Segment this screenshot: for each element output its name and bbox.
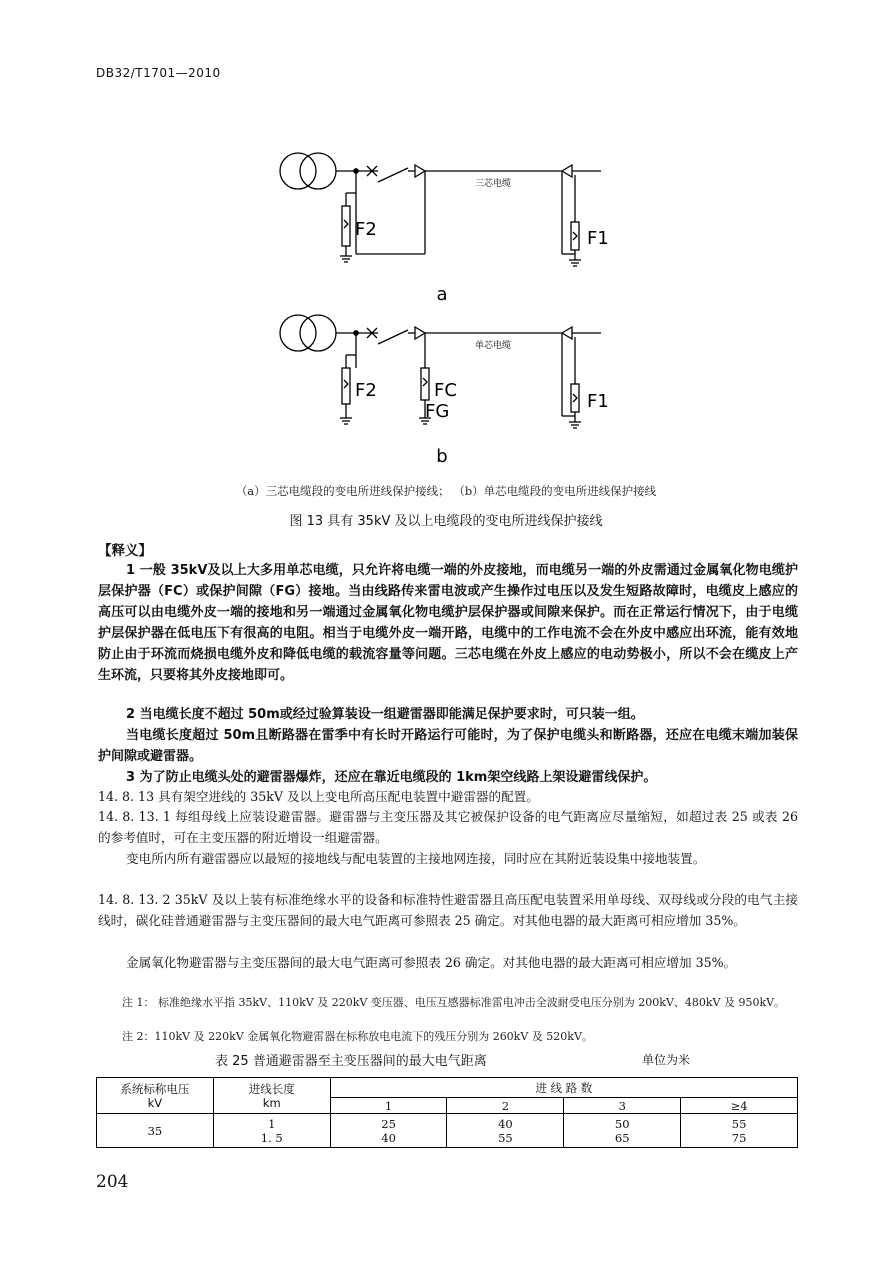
distance-value: 55 <box>498 1130 513 1145</box>
sub-label-b: b <box>436 446 448 467</box>
note-paragraph-1: 1 一般 35kV及以上大多用单芯电缆，只允许将电缆一端的外皮接地，而电缆另一端的外皮需通过金属氧化物电缆护层保护器（FC）或保护间隙（FG）接地。当由线路传来雷电波或产生操作过电压以及发生短路故障时，电缆皮上感应的高压可以由电缆外皮一端的接地和另一端通过金属氧化物电缆护层保护器或间隙来保护。而在正常运行情况下，由于电缆护层保护器在低电压下有很高的电阻。相当于电缆外皮一端开路，电缆中的工作电流不会在外皮中感应出环流，能有效地防止由于环流而烧损电缆外皮和降低电缆的载流容量等问题。三芯电缆在外皮上感应的电动势极小，所以不会在缆皮上产生环流，只要将其外皮接地即可。 <box>98 563 798 683</box>
transformer-circle-left <box>280 315 316 351</box>
label-f2-b: F2 <box>355 380 377 401</box>
page-number: 204 <box>96 1172 129 1192</box>
voltage-cell: 35 <box>97 1114 214 1148</box>
distance-cell <box>447 1114 564 1148</box>
sub-label-a: a <box>436 284 448 305</box>
distance-cell <box>681 1114 798 1148</box>
clause-14-8-13-1: 14. 8. 13. 1 每组母线上应装设避雷器。避雷器与主变压器及其它被保护设备的电气距离应尽量缩短，如超过表 25 或表 26 的参考值时，可在主变压器的附近增设一组避雷器。 <box>98 809 798 845</box>
header-routes: 进 线 路 数 <box>330 1078 797 1098</box>
note-paragraph-3: 当电缆长度超过 50m且断路器在雷季中有长时开路运行可能时，为了保护电缆头和断路器，还应在电缆末端加装保护间隙或避雷器。 <box>98 728 798 764</box>
disconnect-switch <box>378 330 408 344</box>
distance-value: 50 <box>614 1116 630 1131</box>
route-count-2: 2 <box>447 1098 564 1114</box>
length-value: 1. 5 <box>260 1130 283 1145</box>
distance-value: 65 <box>614 1130 630 1145</box>
header-length-label: 进线长度 <box>248 1081 295 1096</box>
length-cell <box>213 1114 330 1148</box>
label-f1-b: F1 <box>587 391 609 412</box>
cable-label-b: 单芯电缆 <box>474 341 512 351</box>
distance-cell <box>564 1114 681 1148</box>
clause-14-8-13: 14. 8. 13 具有架空进线的 35kV 及以上变电所高压配电装置中避雷器的配置。 <box>98 789 539 804</box>
cable-terminal-right <box>562 165 572 177</box>
note-paragraph-4: 3 为了防止电缆头处的避雷器爆炸，还应在靠近电缆段的 1km架空线路上架设避雷线保护。 <box>126 770 657 785</box>
distance-value: 25 <box>381 1116 396 1131</box>
distance-value: 40 <box>498 1116 513 1131</box>
route-count-4: ≥4 <box>681 1098 798 1114</box>
figure-subcaption: （a）三芯电缆段的变电所进线保护接线； （b）单芯电缆段的变电所进线保护接线 <box>235 484 657 498</box>
transformer-circle-right <box>300 315 336 351</box>
header-length-unit: km <box>262 1095 281 1110</box>
label-fg-b: FG <box>425 401 450 422</box>
transformer-circle-left <box>280 153 316 189</box>
clause-14-8-13-2: 14. 8. 13. 2 35kV 及以上装有标准绝缘水平的设备和标准特性避雷器且高压配电装置采用单母线、双母线或分段的电气主接线时，碳化硅普通避雷器与主变压器间的最大电气距离可参照表 25 确定。对其他电器的最大距离可相应增加 35%。 <box>98 892 798 928</box>
cable-terminal-right <box>562 327 572 339</box>
label-fc-b: FC <box>434 380 457 401</box>
header-voltage <box>97 1078 214 1114</box>
disconnect-switch <box>378 168 408 182</box>
cable-terminal-left <box>415 327 425 339</box>
distance-value: 55 <box>731 1116 747 1131</box>
figure-title: 图 13 具有 35kV 及以上电缆段的变电所进线保护接线 <box>289 514 603 529</box>
diagram-a <box>280 153 601 266</box>
table-unit: 单位为米 <box>642 1053 691 1067</box>
note-paragraph-2: 2 当电缆长度不超过 50m或经过验算装设一组避雷器即能满足保护要求时，可只装一组。 <box>126 707 644 722</box>
label-f2-a: F2 <box>355 219 377 240</box>
cable-terminal-left <box>415 165 425 177</box>
table-title: 表 25 普通避雷器至主变压器间的最大电气距离 <box>215 1054 487 1069</box>
distance-value: 75 <box>731 1130 747 1145</box>
note-heading: 【释义】 <box>98 543 152 559</box>
wiring-diagrams <box>0 0 892 470</box>
route-count-1: 1 <box>330 1098 447 1114</box>
distance-value: 40 <box>381 1130 396 1145</box>
clause-paragraph-grounding: 变电所内所有避雷器应以最短的接地线与配电装置的主接地网连接，同时应在其附近装设集中接地装置。 <box>126 851 706 866</box>
document-code: DB32/T1701—2010 <box>96 66 221 80</box>
transformer-circle-right <box>300 153 336 189</box>
header-voltage-unit: kV <box>147 1095 163 1110</box>
length-value: 1 <box>268 1116 276 1131</box>
cable-label-a: 三芯电缆 <box>474 179 512 189</box>
distance-table <box>96 1077 798 1148</box>
header-voltage-label: 系统标称电压 <box>120 1081 190 1096</box>
label-f1-a: F1 <box>587 228 609 249</box>
distance-cell <box>330 1114 447 1148</box>
route-count-3: 3 <box>564 1098 681 1114</box>
footnote-1: 注 1： 标准绝缘水平指 35kV、110kV 及 220kV 变压器、电压互感器标准雷电冲击全波耐受电压分别为 200kV、480kV 及 950kV。 <box>122 996 786 1009</box>
clause-paragraph-metal-oxide: 金属氧化物避雷器与主变压器间的最大电气距离可参照表 26 确定。对其他电器的最大距离可相应增加 35%。 <box>126 955 737 970</box>
footnote-2: 注 2：110kV 及 220kV 金属氧化物避雷器在标称放电电流下的残压分别为 260kV 及 520kV。 <box>122 1030 593 1043</box>
header-length <box>213 1078 330 1114</box>
